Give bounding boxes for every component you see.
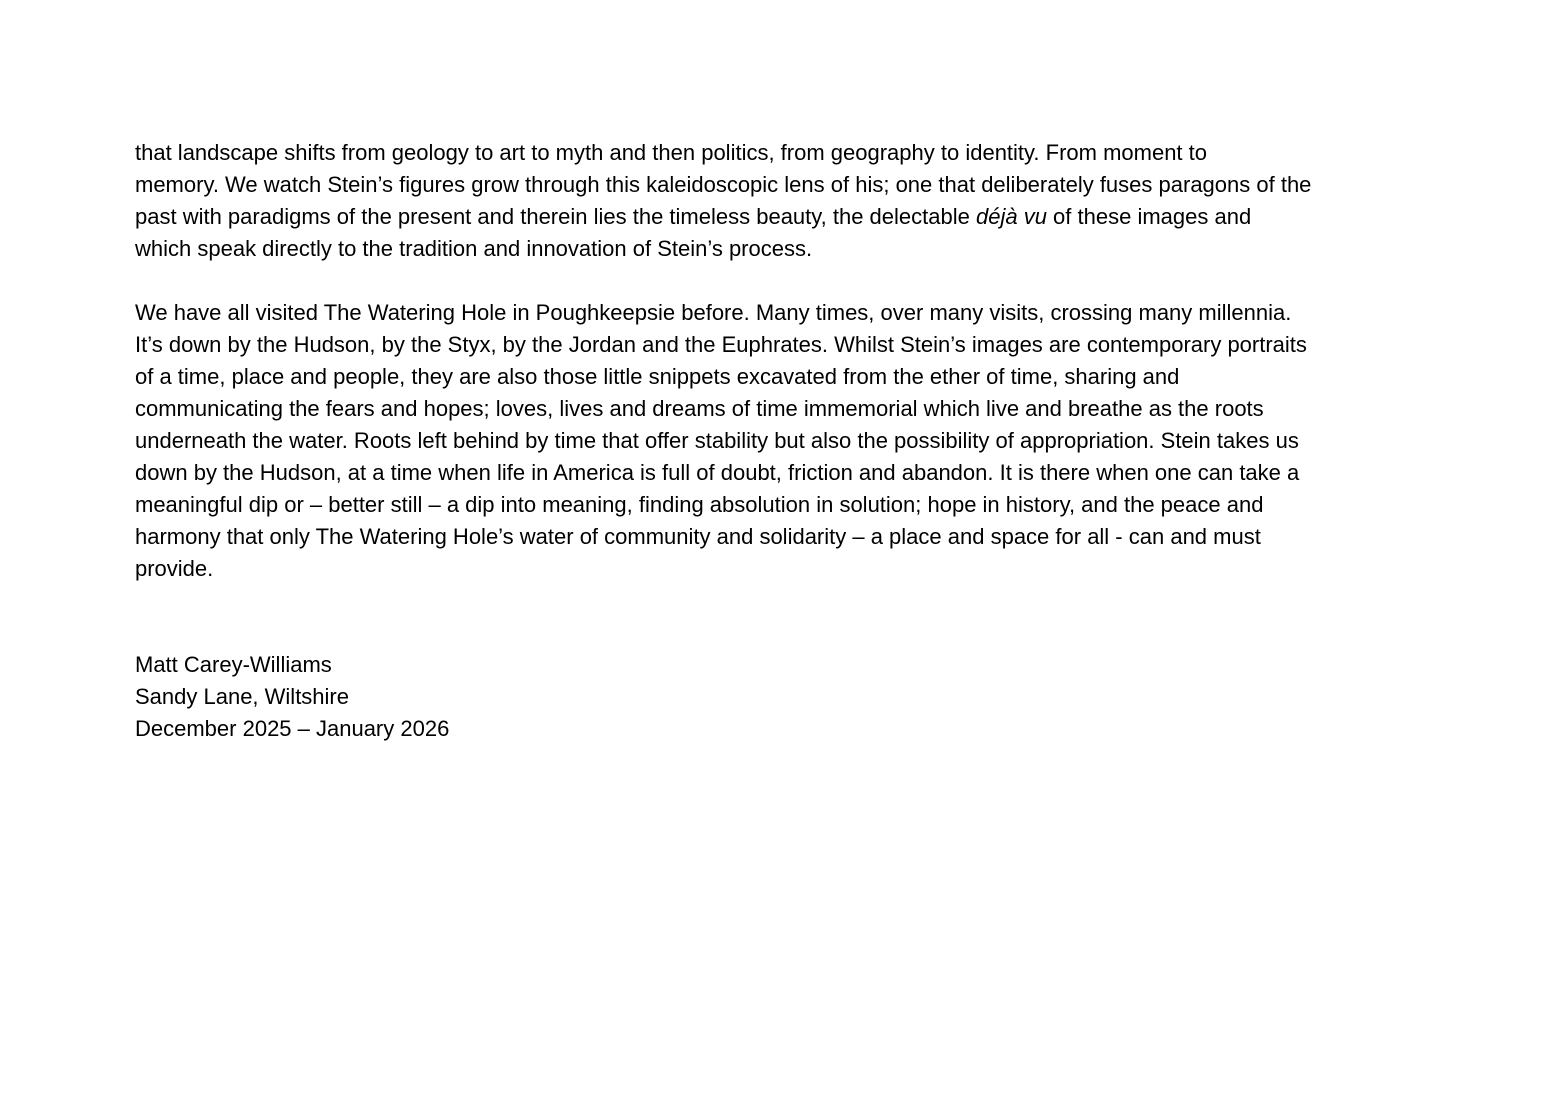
- paragraph-2-line-8: harmony that only The Watering Hole’s water of community and solidarity – a place and space for all - can and must: [135, 524, 1261, 549]
- document-body: [135, 137, 1435, 745]
- paragraph-2-line-9: provide.: [135, 556, 214, 581]
- paragraph-2-line-4: communicating the fears and hopes; loves, lives and dreams of time immemorial which live and breathe as the roots: [135, 396, 1264, 421]
- document-date: December 2025 – January 2026: [135, 716, 450, 741]
- paragraph-1-line-4: which speak directly to the tradition and innovation of Stein’s process.: [135, 236, 813, 261]
- author-location: Sandy Lane, Wiltshire: [135, 684, 349, 709]
- paragraph-2-line-7: meaningful dip or – better still – a dip into meaning, finding absolution in solution; hope in history, and the peace and: [135, 492, 1264, 517]
- paragraph-2-line-1: We have all visited The Watering Hole in Poughkeepsie before. Many times, over many visits, crossing many millennia.: [135, 300, 1292, 325]
- paragraph-1-line-3-end: of these images and: [1046, 204, 1252, 229]
- paragraph-2-line-5: underneath the water. Roots left behind by time that offer stability but also the possibility of appropriation. Stein takes us: [135, 428, 1299, 453]
- paragraph-1-line-2: memory. We watch Stein’s figures grow through this kaleidoscopic lens of his; one that deliberately fuses paragons of the: [135, 172, 1312, 197]
- author-name: Matt Carey-Williams: [135, 652, 332, 677]
- paragraph-1-line-3: [135, 201, 1435, 233]
- paragraph-1-line-3-start: past with paradigms of the present and therein lies the timeless beauty, the delectable: [135, 204, 976, 229]
- paragraph-2-line-2: It’s down by the Hudson, by the Styx, by the Jordan and the Euphrates. Whilst Stein’s images are contemporary portraits: [135, 332, 1307, 357]
- paragraph-2: [135, 297, 1435, 585]
- paragraph-1-line-1: that landscape shifts from geology to art to myth and then politics, from geography to identity. From moment to: [135, 140, 1208, 165]
- paragraph-2-line-6: down by the Hudson, at a time when life in America is full of doubt, friction and abandon. It is there when one can take a: [135, 460, 1300, 485]
- paragraph-1: [135, 137, 1435, 265]
- paragraph-2-line-3: of a time, place and people, they are also those little snippets excavated from the ether of time, sharing and: [135, 364, 1180, 389]
- signature-block: [135, 649, 1435, 745]
- italic-phrase: déjà vu: [975, 204, 1047, 229]
